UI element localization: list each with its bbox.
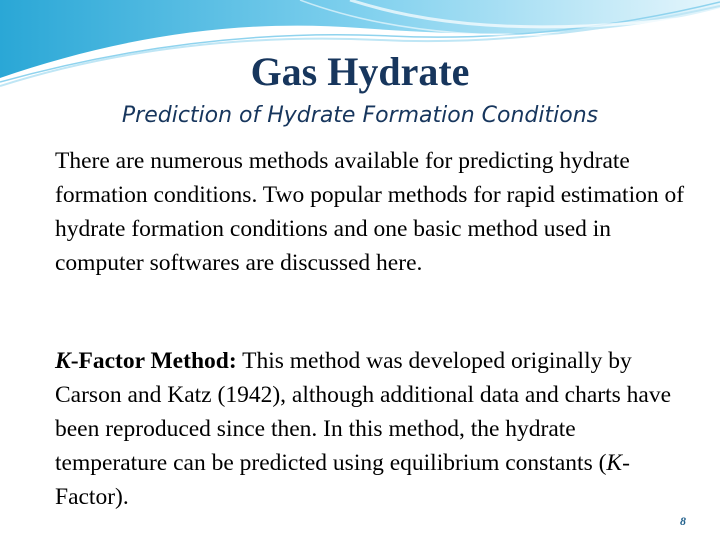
kfactor-k-italic: K: [606, 450, 623, 476]
kfactor-k-letter: K: [55, 348, 71, 374]
kfactor-text-after: -Factor).: [55, 450, 630, 510]
kfactor-text-before: This method was developed originally by Carson and Katz (1942), although additional data and charts have been reproduced since then. In this method, the hydrate temperature can be predicted using equilibrium constants (: [55, 348, 672, 476]
kfactor-term: [55, 348, 237, 374]
kfactor-term-rest: -Factor Method:: [70, 348, 237, 374]
slide-page-number: 8: [680, 514, 686, 528]
slide-title: Gas Hydrate: [250, 49, 470, 94]
slide-subtitle: Prediction of Hydrate Formation Conditions: [121, 103, 599, 128]
intro-paragraph: There are numerous methods available for predicting hydrate formation conditions. Two popular methods for rapid estimation of hydrate formation conditions and one basic method used in computer softwares are discussed here.: [55, 148, 685, 276]
kfactor-paragraph: [55, 344, 685, 514]
